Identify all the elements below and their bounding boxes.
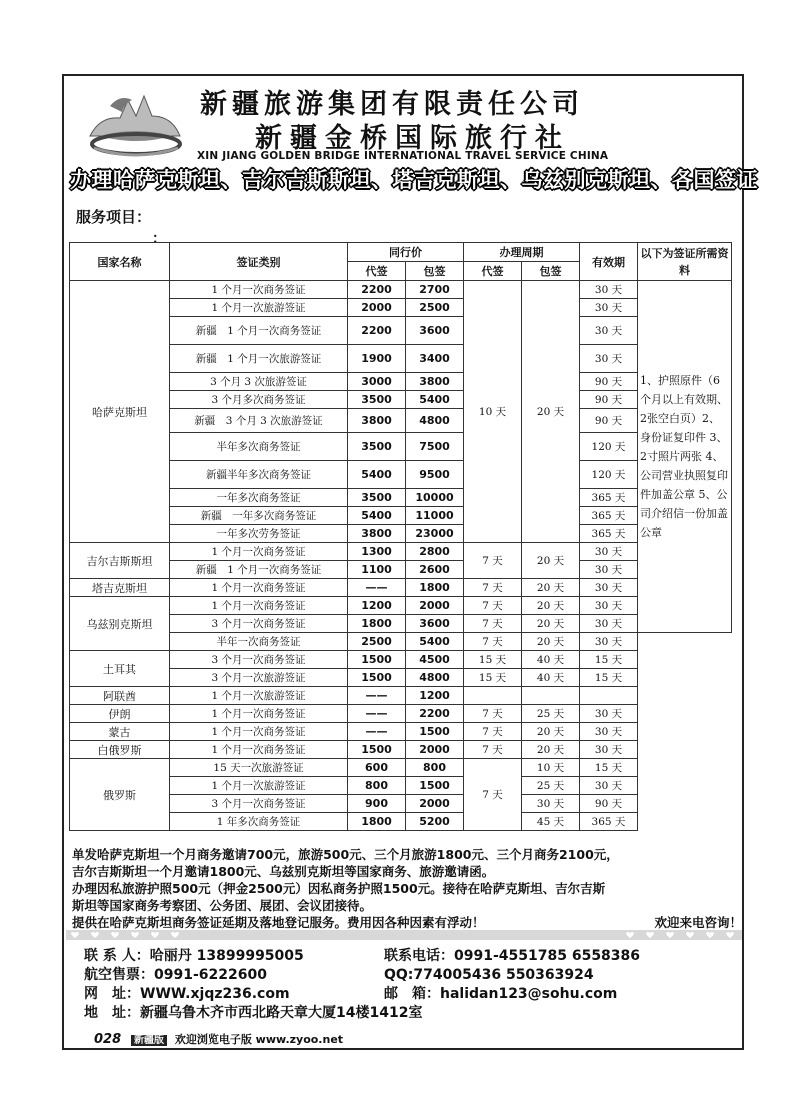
period-package: 45 天 (522, 813, 580, 831)
validity: 30 天 (580, 615, 638, 633)
period-package (522, 687, 580, 705)
visa-type: 3 个月多次商务签证 (170, 391, 348, 409)
period-proxy (464, 687, 522, 705)
agency-name: 新疆金桥国际旅行社 (255, 123, 570, 154)
header-docs: 以下为签证所需资料 (638, 243, 732, 281)
website-label: 网 址： (84, 986, 140, 1002)
period-package: 25 天 (522, 705, 580, 723)
price-package: 2200 (406, 705, 464, 723)
visa-type: 半年一次商务签证 (170, 633, 348, 651)
validity: 90 天 (580, 795, 638, 813)
period-proxy: 7 天 (464, 705, 522, 723)
period-package: 30 天 (522, 795, 580, 813)
validity: 90 天 (580, 391, 638, 409)
visa-type: 3 个月 3 次旅游签证 (170, 373, 348, 391)
visa-type: 1 年多次商务签证 (170, 813, 348, 831)
price-proxy: 1500 (348, 741, 406, 759)
period-proxy: 7 天 (464, 543, 522, 579)
price-proxy: 1500 (348, 669, 406, 687)
contact-block (84, 947, 641, 1023)
price-proxy: —— (348, 687, 406, 705)
visa-type: 一年多次劳务签证 (170, 525, 348, 543)
visa-type: 1 个月一次旅游签证 (170, 777, 348, 795)
contact-person: 哈丽丹 13899995005 (149, 948, 304, 964)
price-proxy: 2200 (348, 317, 406, 345)
price-proxy: 3800 (348, 409, 406, 433)
period-package: 20 天 (522, 579, 580, 597)
price-proxy: 3000 (348, 373, 406, 391)
heart-divider-icon (66, 930, 742, 940)
price-package: 4800 (406, 669, 464, 687)
visa-type: 1 个月一次商务签证 (170, 741, 348, 759)
visa-type: 新疆 1 个月一次商务签证 (170, 317, 348, 345)
price-proxy: —— (348, 579, 406, 597)
header-country: 国家名称 (70, 243, 170, 281)
period-proxy: 15 天 (464, 651, 522, 669)
visa-banner: 办理哈萨克斯坦、吉尔吉斯斯坦、塔吉克斯坦、乌兹别克斯坦、各国签证 (70, 168, 758, 192)
header-processing: 办理周期 (464, 243, 580, 262)
service-notes (72, 846, 742, 931)
visa-type: 新疆半年多次商务签证 (170, 461, 348, 489)
country-kazakhstan: 哈萨克斯坦 (70, 281, 170, 543)
price-package: 4800 (406, 409, 464, 433)
validity: 30 天 (580, 299, 638, 317)
period-proxy: 7 天 (464, 759, 522, 831)
price-proxy: 1300 (348, 543, 406, 561)
price-proxy: 1100 (348, 561, 406, 579)
qq-label: QQ: (384, 967, 414, 983)
period-package: 20 天 (522, 633, 580, 651)
visa-type: 1 个月一次商务签证 (170, 597, 348, 615)
price-package: 2800 (406, 543, 464, 561)
edition-tag: 新疆版 (131, 1035, 167, 1046)
validity: 30 天 (580, 777, 638, 795)
agency-name-en: XIN JIANG GOLDEN BRIDGE INTERNATIONAL TRAVEL SERVICE CHINA (197, 150, 609, 162)
price-package: 11000 (406, 507, 464, 525)
visa-type: 1 个月一次商务签证 (170, 705, 348, 723)
country-belarus: 白俄罗斯 (70, 741, 170, 759)
country-iran: 伊朗 (70, 705, 170, 723)
period-package: 10 天 (522, 759, 580, 777)
validity: 30 天 (580, 543, 638, 561)
validity: 30 天 (580, 741, 638, 759)
services-colon: ： (152, 231, 166, 247)
header-visa-type: 签证类别 (170, 243, 348, 281)
validity: 15 天 (580, 651, 638, 669)
address-label: 地 址： (84, 1005, 140, 1021)
price-proxy: 1800 (348, 615, 406, 633)
price-package: 2000 (406, 597, 464, 615)
price-package: 1800 (406, 579, 464, 597)
period-package: 20 天 (522, 597, 580, 615)
price-proxy: 3800 (348, 525, 406, 543)
validity: 30 天 (580, 561, 638, 579)
visa-type: 1 个月一次商务签证 (170, 281, 348, 299)
note-line: 吉尔吉斯斯坦一个月邀请1800元、乌兹别克斯坦等国家商务、旅游邀请函。 (72, 864, 495, 879)
visa-type: 1 个月一次旅游签证 (170, 687, 348, 705)
note-line: 提供在哈萨克斯坦商务签证延期及落地登记服务。费用因各种因素有浮动！ (72, 915, 485, 930)
visa-type: 1 个月一次旅游签证 (170, 299, 348, 317)
visa-type: 新疆 1 个月一次旅游签证 (170, 345, 348, 373)
period-package: 40 天 (522, 651, 580, 669)
price-package: 1500 (406, 777, 464, 795)
validity: 120 天 (580, 461, 638, 489)
price-proxy: 2200 (348, 281, 406, 299)
visa-type: 3 个月一次商务签证 (170, 615, 348, 633)
visa-type: 3 个月一次旅游签证 (170, 669, 348, 687)
company-name: 新疆旅游集团有限责任公司 (200, 89, 584, 120)
period-proxy: 15 天 (464, 669, 522, 687)
price-package: 5400 (406, 633, 464, 651)
price-package: 4500 (406, 651, 464, 669)
contact-person-label: 联 系 人： (84, 948, 150, 964)
price-proxy: 3500 (348, 489, 406, 507)
header-proc-package: 包签 (522, 262, 580, 281)
price-proxy: 900 (348, 795, 406, 813)
visa-type: 新疆 一年多次商务签证 (170, 507, 348, 525)
price-proxy: 1900 (348, 345, 406, 373)
required-docs: 1、护照原件（6个月以上有效期、2张空白页）2、身份证复印件 3、2寸照片两张 4、公司营业执照复印件加盖公章 5、公司介绍信一份加盖公章 (638, 281, 732, 633)
price-proxy: 1800 (348, 813, 406, 831)
price-proxy: 1500 (348, 651, 406, 669)
price-package: 2500 (406, 299, 464, 317)
visa-type: 3 个月一次商务签证 (170, 795, 348, 813)
price-package: 800 (406, 759, 464, 777)
visa-type: 1 个月一次商务签证 (170, 579, 348, 597)
price-package: 23000 (406, 525, 464, 543)
price-proxy: 2500 (348, 633, 406, 651)
validity (580, 687, 638, 705)
visa-type: 3 个月一次商务签证 (170, 651, 348, 669)
price-package: 2000 (406, 741, 464, 759)
header-validity: 有效期 (580, 243, 638, 281)
note-line: 办理因私旅游护照500元（押金2500元）因私商务护照1500元。接待在哈萨克斯坦、吉尔吉斯 (72, 881, 606, 896)
price-package: 3400 (406, 345, 464, 373)
price-package: 2700 (406, 281, 464, 299)
header-package: 包签 (406, 262, 464, 281)
ticket-label: 航空售票： (84, 967, 154, 983)
page-footer (94, 1031, 343, 1047)
period-proxy: 7 天 (464, 597, 522, 615)
price-package: 2600 (406, 561, 464, 579)
visa-type: 1 个月一次商务签证 (170, 543, 348, 561)
qq-numbers: 774005436 550363924 (413, 967, 594, 983)
company-logo-icon (80, 86, 192, 162)
country-russia: 俄罗斯 (70, 759, 170, 831)
validity: 30 天 (580, 579, 638, 597)
visa-price-table (69, 242, 732, 831)
validity: 120 天 (580, 433, 638, 461)
validity: 365 天 (580, 525, 638, 543)
header-peer-price: 同行价 (348, 243, 464, 262)
period-package: 20 天 (522, 543, 580, 579)
price-package: 3800 (406, 373, 464, 391)
email-label: 邮 箱： (384, 986, 440, 1002)
visa-type: 1 个月一次商务签证 (170, 723, 348, 741)
price-proxy: 1200 (348, 597, 406, 615)
price-package: 3600 (406, 615, 464, 633)
price-package: 9500 (406, 461, 464, 489)
validity: 30 天 (580, 597, 638, 615)
period-package: 40 天 (522, 669, 580, 687)
period-package: 25 天 (522, 777, 580, 795)
period-proxy: 7 天 (464, 615, 522, 633)
period-proxy: 7 天 (464, 633, 522, 651)
period-package: 20 天 (522, 723, 580, 741)
price-package: 1200 (406, 687, 464, 705)
visa-type: 新疆 3 个月 3 次旅游签证 (170, 409, 348, 433)
price-proxy: 5400 (348, 461, 406, 489)
validity: 15 天 (580, 669, 638, 687)
country-uzbekistan: 乌兹别克斯坦 (70, 597, 170, 651)
ticket-phone: 0991-6222600 (154, 967, 267, 983)
visa-type: 15 天一次旅游签证 (170, 759, 348, 777)
validity: 15 天 (580, 759, 638, 777)
validity: 365 天 (580, 489, 638, 507)
validity: 30 天 (580, 345, 638, 373)
price-package: 1500 (406, 723, 464, 741)
period-package: 20 天 (522, 615, 580, 633)
header-proc-proxy: 代签 (464, 262, 522, 281)
header-proxy: 代签 (348, 262, 406, 281)
visa-type: 半年多次商务签证 (170, 433, 348, 461)
country-turkey: 土耳其 (70, 651, 170, 687)
price-proxy: 2000 (348, 299, 406, 317)
price-package: 7500 (406, 433, 464, 461)
contact-phone-label: 联系电话： (384, 948, 454, 964)
price-package: 2000 (406, 795, 464, 813)
period-proxy: 7 天 (464, 723, 522, 741)
country-uae: 阿联酋 (70, 687, 170, 705)
price-package: 5400 (406, 391, 464, 409)
email-link[interactable]: halidan123@sohu.com (440, 986, 618, 1002)
validity: 365 天 (580, 813, 638, 831)
address: 新疆乌鲁木齐市西北路天章大厦14楼1412室 (140, 1005, 423, 1021)
price-package: 5200 (406, 813, 464, 831)
period-proxy: 7 天 (464, 741, 522, 759)
period-proxy: 10 天 (464, 281, 522, 543)
note-line: 斯坦等国家商务考察团、公务团、展团、会议团接待。 (72, 898, 373, 913)
price-proxy: 600 (348, 759, 406, 777)
services-label: 服务项目： (76, 208, 152, 226)
validity: 365 天 (580, 507, 638, 525)
contact-phone: 0991-4551785 6558386 (454, 948, 641, 964)
period-package: 20 天 (522, 281, 580, 543)
validity: 30 天 (580, 281, 638, 299)
validity: 30 天 (580, 723, 638, 741)
page-number: 028 (94, 1032, 122, 1047)
period-proxy: 7 天 (464, 579, 522, 597)
country-mongolia: 蒙古 (70, 723, 170, 741)
website-link[interactable]: WWW.xjqz236.com (140, 986, 290, 1002)
price-proxy: —— (348, 723, 406, 741)
validity: 30 天 (580, 633, 638, 651)
price-proxy: 5400 (348, 507, 406, 525)
price-package: 3600 (406, 317, 464, 345)
footer-text: 欢迎浏览电子版 www.zyoo.net (174, 1033, 344, 1046)
country-tajikistan: 塔吉克斯坦 (70, 579, 170, 597)
visa-type: 一年多次商务签证 (170, 489, 348, 507)
price-proxy: 800 (348, 777, 406, 795)
price-proxy: —— (348, 705, 406, 723)
period-package: 20 天 (522, 741, 580, 759)
visa-type: 新疆 1 个月一次商务签证 (170, 561, 348, 579)
price-proxy: 3500 (348, 433, 406, 461)
country-kyrgyzstan: 吉尔吉斯斯坦 (70, 543, 170, 579)
validity: 30 天 (580, 317, 638, 345)
welcome-text: 欢迎来电咨询！ (654, 915, 742, 930)
note-line: 单发哈萨克斯坦一个月商务邀请700元，旅游500元、三个月旅游1800元、三个月商务2100元， (72, 847, 619, 862)
validity: 90 天 (580, 409, 638, 433)
validity: 30 天 (580, 705, 638, 723)
price-package: 10000 (406, 489, 464, 507)
price-proxy: 3500 (348, 391, 406, 409)
validity: 90 天 (580, 373, 638, 391)
